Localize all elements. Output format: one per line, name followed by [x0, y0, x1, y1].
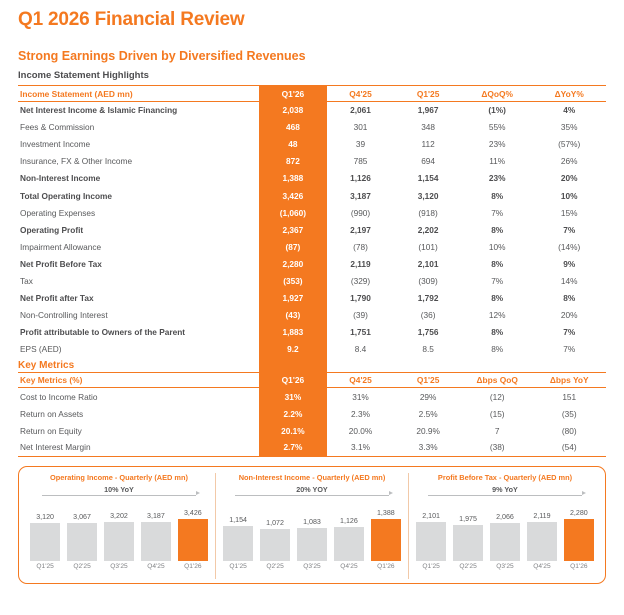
bars-1 — [220, 503, 404, 561]
row-label: Tax — [20, 275, 33, 286]
table-row — [18, 324, 606, 341]
row-value: 1,790 — [350, 293, 371, 304]
row-label: Net Profit after Tax — [20, 293, 94, 304]
row-label: Return on Equity — [20, 425, 82, 436]
bar-group — [416, 503, 446, 561]
bar-group — [104, 503, 134, 561]
row-value: 2.7% — [259, 439, 327, 456]
row-value: 8% — [563, 293, 576, 304]
row-value: 1,967 — [417, 105, 439, 116]
row-value: 26% — [560, 156, 578, 167]
row-value: 1,883 — [259, 324, 327, 341]
row-value: (80) — [561, 425, 577, 436]
row-value: (1%) — [488, 105, 506, 116]
bar-value-label: 3,120 — [36, 513, 54, 522]
charts-panel — [18, 466, 606, 584]
bar-category-label: Q1'25 — [422, 563, 440, 571]
row-value: (57%) — [558, 139, 581, 150]
column-header: ΔQoQ% — [462, 86, 533, 102]
column-header: Δbps QoQ — [462, 373, 533, 388]
row-value: 1,751 — [350, 327, 371, 338]
bar-value-label: 2,066 — [496, 513, 514, 522]
row-value: 11% — [489, 156, 506, 167]
column-header: ΔYoY% — [532, 86, 606, 102]
row-value: (12) — [489, 391, 505, 402]
row-value: (101) — [418, 241, 438, 252]
column-header: Q1'26 — [259, 86, 327, 102]
row-value: 7 — [494, 425, 500, 436]
row-value: 55% — [488, 122, 506, 133]
bar-category-label: Q4'25 — [533, 563, 551, 571]
row-value: (990) — [350, 207, 371, 218]
bar-value-label: 3,067 — [73, 513, 91, 522]
row-value: 7% — [491, 207, 504, 218]
chart-annotation-text: 9% YoY — [492, 484, 518, 494]
table-row — [18, 136, 606, 153]
chart-annotation-text: 10% YoY — [104, 484, 134, 494]
row-value: (918) — [418, 207, 438, 218]
bar-group — [178, 503, 208, 561]
table-row — [18, 422, 606, 439]
chart-operating-income — [23, 473, 215, 579]
key-metrics-title-spacer — [532, 358, 606, 373]
row-value: 48 — [259, 136, 327, 153]
column-header: Q1'26 — [259, 373, 327, 388]
bars-0 — [27, 503, 211, 561]
bar-group — [297, 503, 327, 561]
bar-category-label: Q3'25 — [303, 563, 321, 571]
chart-title: Profit Before Tax - Quarterly (AED mn) — [437, 472, 573, 482]
row-label: Net Interest Income & Islamic Financing — [20, 105, 178, 116]
row-value: 3,426 — [259, 187, 327, 204]
bar — [334, 527, 364, 561]
trend-line — [428, 495, 583, 496]
bar-group — [564, 503, 594, 561]
row-value: (353) — [259, 272, 327, 289]
chart-annotation-text: 20% YOY — [296, 484, 328, 494]
bar-category-label: Q4'25 — [340, 563, 358, 571]
section-label: Income Statement Highlights — [18, 70, 149, 81]
row-value: 872 — [259, 153, 327, 170]
row-value: 39 — [355, 139, 366, 150]
key-metrics-title-spacer — [259, 358, 327, 373]
bar-category-label: Q1'26 — [184, 563, 202, 571]
row-value: 785 — [353, 156, 368, 167]
row-value: 1,756 — [417, 327, 439, 338]
table-row — [18, 439, 606, 456]
row-label: Insurance, FX & Other Income — [20, 156, 133, 167]
row-value: 1,154 — [417, 173, 439, 184]
bar-value-label: 2,280 — [569, 509, 588, 518]
row-value: 2,119 — [350, 258, 371, 269]
row-value: (309) — [418, 275, 438, 286]
bar-value-label: 2,119 — [533, 512, 551, 521]
table-row — [18, 255, 606, 272]
bar-group — [334, 503, 364, 561]
bar — [178, 519, 208, 561]
chart-title: Non-Interest Income - Quarterly (AED mn) — [238, 472, 386, 482]
row-value: 14% — [560, 275, 578, 286]
column-header: Income Statement (AED mn) — [18, 86, 259, 102]
row-label: Net Profit Before Tax — [20, 258, 102, 269]
row-label: Impairment Allowance — [20, 241, 102, 252]
row-label: EPS (AED) — [20, 344, 62, 355]
row-value: 2,367 — [259, 221, 327, 238]
key-metrics-header-row — [18, 373, 606, 388]
table-row — [18, 170, 606, 187]
table-row — [18, 290, 606, 307]
row-value: (36) — [420, 310, 436, 321]
row-value: 10% — [560, 190, 578, 201]
bar-group — [141, 503, 171, 561]
column-header: Q1'25 — [394, 373, 462, 388]
bar-labels-0 — [27, 563, 211, 570]
row-value: 3.3% — [394, 439, 462, 456]
chart-annotation — [27, 485, 211, 497]
row-value: 8.5 — [422, 344, 434, 355]
row-value: 8% — [491, 344, 504, 355]
row-label: Return on Assets — [20, 408, 84, 419]
row-label: Non-Controlling Interest — [20, 310, 108, 321]
bar-category-label: Q2'25 — [73, 563, 91, 571]
row-value: (329) — [350, 275, 371, 286]
bar-labels-1 — [220, 563, 404, 570]
row-value: 9.2 — [259, 341, 327, 358]
bar-group — [490, 503, 520, 561]
bar-value-label: 3,187 — [147, 512, 165, 521]
bar-category-label: Q3'25 — [496, 563, 514, 571]
row-label: Net Interest Margin — [18, 439, 259, 456]
bar-value-label: 1,126 — [340, 517, 358, 526]
row-value: 15% — [560, 207, 578, 218]
chart-annotation — [220, 485, 404, 497]
bar — [104, 522, 134, 561]
trend-line — [42, 495, 197, 496]
row-value: 3.1% — [327, 439, 395, 456]
key-metrics-title-spacer — [462, 358, 533, 373]
bar — [67, 523, 97, 561]
row-value: 20.1% — [259, 422, 327, 439]
row-value: 8% — [491, 258, 504, 269]
row-value: (38) — [462, 439, 533, 456]
bar-group — [67, 503, 97, 561]
bar-value-label: 1,072 — [266, 519, 284, 528]
row-value: 4% — [563, 105, 576, 116]
row-label: Operating Profit — [20, 224, 84, 235]
row-value: 2,197 — [350, 224, 371, 235]
row-label: Operating Expenses — [20, 207, 96, 218]
row-value: 20% — [560, 310, 578, 321]
row-value: (1,060) — [259, 204, 327, 221]
row-value: 2,280 — [259, 255, 327, 272]
bar-category-label: Q1'25 — [229, 563, 247, 571]
row-value: 112 — [421, 139, 435, 150]
row-label: Total Operating Income — [20, 190, 113, 201]
bar — [30, 523, 60, 561]
row-value: 8% — [491, 293, 504, 304]
table-row — [18, 153, 606, 170]
row-value: 301 — [353, 122, 368, 133]
bar — [453, 525, 483, 561]
row-value: 468 — [259, 119, 327, 136]
row-value: 23% — [488, 139, 506, 150]
bar — [490, 523, 520, 561]
bar-labels-2 — [413, 563, 597, 570]
income-statement-header-row — [18, 86, 606, 102]
bar-value-label: 3,426 — [183, 509, 202, 518]
row-value: 20.0% — [348, 425, 373, 436]
table-row — [18, 341, 606, 358]
row-value: 2.3% — [351, 408, 370, 419]
row-value: (35) — [561, 408, 577, 419]
bar — [260, 529, 290, 561]
bar-category-label: Q3'25 — [110, 563, 128, 571]
row-value: 2.2% — [259, 405, 327, 422]
bar-group — [527, 503, 557, 561]
bar — [223, 526, 253, 561]
row-value: 7% — [563, 224, 576, 235]
row-value: 1,792 — [417, 293, 439, 304]
page-title: Q1 2026 Financial Review — [18, 9, 245, 30]
column-header: Q4'25 — [327, 86, 395, 102]
row-label: Fees & Commission — [20, 122, 95, 133]
arrow-right-icon — [582, 491, 586, 495]
row-value: 35% — [560, 122, 578, 133]
row-value: (15) — [489, 408, 505, 419]
bar-group — [453, 503, 483, 561]
row-value: (78) — [353, 241, 368, 252]
key-metrics-title-spacer — [327, 358, 395, 373]
key-metrics-title-spacer — [394, 358, 462, 373]
chart-profit-before-tax — [408, 473, 601, 579]
row-label: Cost to Income Ratio — [20, 391, 98, 402]
bar-group — [371, 503, 401, 561]
chart-annotation — [413, 485, 597, 497]
table-row — [18, 221, 606, 238]
table-row — [18, 187, 606, 204]
bar — [416, 522, 446, 561]
row-value: 7% — [563, 344, 576, 355]
column-header: Δbps YoY — [532, 373, 606, 388]
row-value: 23% — [488, 173, 506, 184]
key-metrics-title: Key Metrics — [18, 358, 259, 373]
row-value: 29% — [419, 391, 437, 402]
bar — [527, 522, 557, 561]
bar — [564, 519, 594, 561]
key-metrics-title-row — [18, 358, 606, 373]
table-row — [18, 272, 606, 289]
bar-group — [223, 503, 253, 561]
row-value: 2,061 — [350, 105, 371, 116]
arrow-right-icon — [196, 491, 200, 495]
table-row — [18, 388, 606, 405]
row-value: 1,126 — [350, 173, 371, 184]
bar-group — [30, 503, 60, 561]
row-value: 2,038 — [259, 102, 327, 119]
row-value: (87) — [259, 238, 327, 255]
row-value: 12% — [488, 310, 506, 321]
financial-table — [18, 85, 606, 457]
row-value: 3,187 — [350, 190, 371, 201]
bar-group — [260, 503, 290, 561]
row-value: (54) — [532, 439, 606, 456]
row-value: (14%) — [558, 241, 581, 252]
row-value: 151 — [562, 391, 577, 402]
table-row — [18, 307, 606, 324]
bar — [141, 522, 171, 561]
row-value: 8.4 — [354, 344, 367, 355]
row-value: 3,120 — [417, 190, 439, 201]
column-header: Key Metrics (%) — [18, 373, 259, 388]
column-header: Q4'25 — [327, 373, 395, 388]
bars-2 — [413, 503, 597, 561]
row-label: Non-Interest Income — [20, 173, 101, 184]
row-value: 10% — [488, 241, 506, 252]
row-label: Investment Income — [20, 139, 91, 150]
row-value: 7% — [491, 275, 504, 286]
table-row — [18, 238, 606, 255]
page-subtitle: Strong Earnings Driven by Diversified Revenues — [18, 49, 306, 63]
bar-value-label: 1,975 — [459, 515, 477, 524]
row-value: 20% — [560, 173, 578, 184]
bar-value-label: 3,202 — [110, 512, 128, 521]
bar-value-label: 2,101 — [422, 512, 440, 521]
table-row — [18, 405, 606, 422]
row-value: 2,202 — [417, 224, 439, 235]
bar-category-label: Q1'26 — [570, 563, 588, 571]
row-value: 8% — [491, 190, 504, 201]
bar-value-label: 1,388 — [376, 509, 395, 518]
row-value: 31% — [259, 388, 327, 405]
row-value: (43) — [259, 307, 327, 324]
bar-value-label: 1,083 — [303, 518, 321, 527]
row-value: 2,101 — [417, 258, 439, 269]
bar-category-label: Q4'25 — [147, 563, 165, 571]
row-value: 7% — [563, 327, 576, 338]
table-row — [18, 102, 606, 119]
bar-category-label: Q1'26 — [377, 563, 395, 571]
table-row — [18, 119, 606, 136]
bar-category-label: Q2'25 — [266, 563, 284, 571]
chart-title: Operating Income - Quarterly (AED mn) — [50, 472, 188, 482]
chart-non-interest-income — [215, 473, 408, 579]
trend-line — [235, 495, 390, 496]
row-value: 8% — [491, 327, 504, 338]
row-value: 8% — [491, 224, 504, 235]
arrow-right-icon — [389, 491, 393, 495]
row-value: 9% — [563, 258, 576, 269]
row-label: Profit attributable to Owners of the Parent — [20, 327, 186, 338]
bar-category-label: Q2'25 — [459, 563, 477, 571]
row-value: 1,388 — [259, 170, 327, 187]
row-value: 31% — [352, 391, 369, 402]
bar-category-label: Q1'25 — [36, 563, 54, 571]
table-row — [18, 204, 606, 221]
row-value: 348 — [421, 122, 436, 133]
row-value: 694 — [421, 156, 436, 167]
bar — [297, 528, 327, 561]
row-value: 2.5% — [418, 408, 438, 419]
row-value: 20.9% — [416, 425, 440, 436]
row-value: (39) — [353, 310, 368, 321]
bar — [371, 519, 401, 561]
row-value: 1,927 — [259, 290, 327, 307]
bar-value-label: 1,154 — [229, 516, 247, 525]
column-header: Q1'25 — [394, 86, 462, 102]
